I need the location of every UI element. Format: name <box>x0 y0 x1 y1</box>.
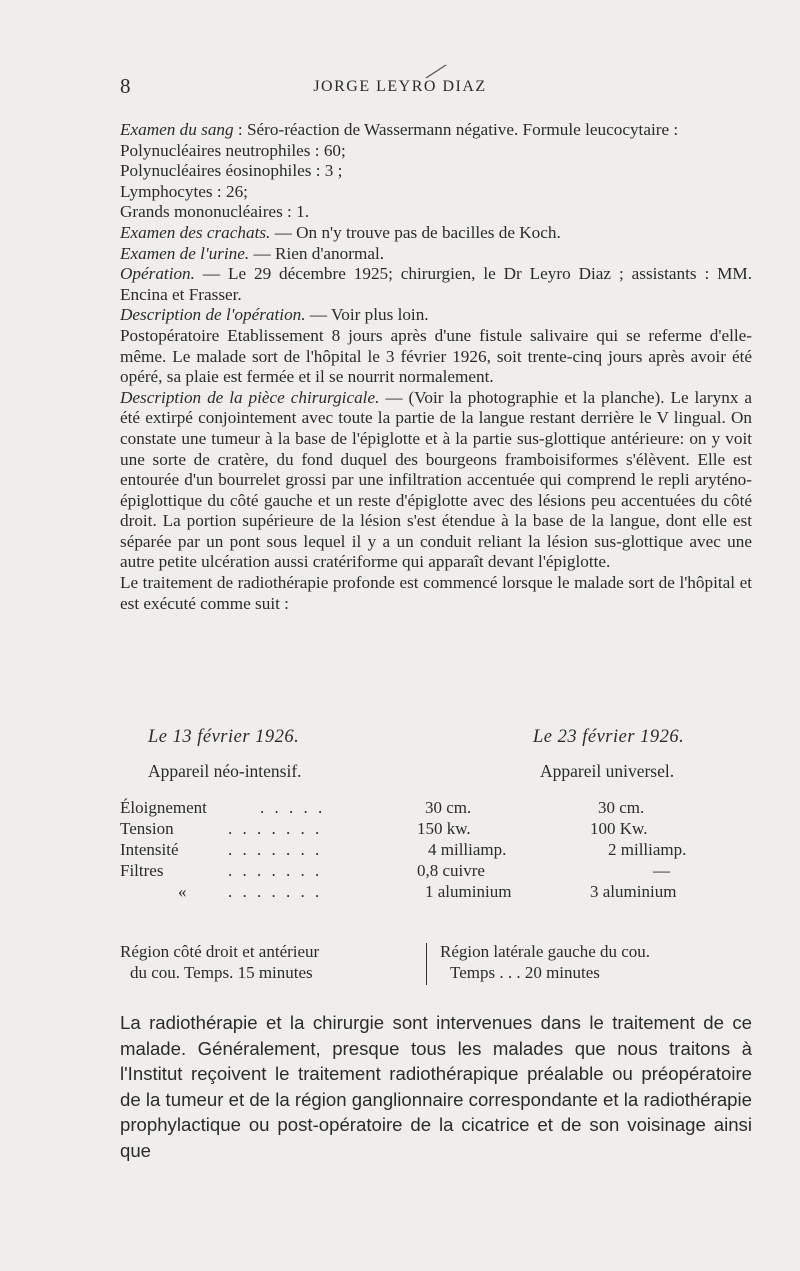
label-blood-exam: Examen du sang <box>120 120 234 139</box>
paragraph-postoperative: Postopératoire Etablissement 8 jours après d'une fistule salivaire qui se referme d'elle-même. Le malade sort de l'hôpital le 3 février 1926, soit trente-cinq jours après avoir été opéré, sa plaie est fermée et il se nourrit normalement. <box>120 325 752 387</box>
label-operation: Opération. <box>120 264 195 284</box>
formula-line-3: Lymphocytes : 26; <box>120 181 248 201</box>
treatment-region <box>120 941 760 991</box>
region-2: Région latérale gauche du cou. Temps . . . 20 minutes <box>440 942 651 982</box>
body-text <box>120 120 752 614</box>
paragraph-specimen: Description de la pièce chirurgicale. — (Voir la photographie et la planche). Le larynx a été extirpé conjointement avec toute la partie de la langue restant derrière le V lingual. On constate une tumeur à la base de l'épiglotte et à la partie sus-glottique antérieure: on y voit une sorte de cratère, du fond duquel des bourgeons framboisiformes s'élèvent. Elle est entourée d'un bourrelet grossi par une infiltration accentuée qui comprend le repli aryténo-épiglottique du côté gauche et un reste d'épiglotte avec des lésions peu accentuées du côté droit. La portion supérieure de la lésion s'est étendue à la base de la langue, dont elle est séparée par un pont sous lequel il y a un conduit reliant la lésion sus-glottique avec une autre petite ulcération aussi cratériforme qui apparaît devant l'épiglotte. <box>120 387 753 572</box>
label-sputum-exam: Examen des crachats. <box>120 222 271 242</box>
table-row: Filtres . . . . . . . 0,8 cuivre — <box>120 861 670 880</box>
formula-line-1: Polynucléaires neutrophiles : 60; <box>120 140 346 160</box>
running-head: JORGE LEYRO DIAZ <box>313 78 487 95</box>
formula-line-4: Grands mononucléaires : 1. <box>120 202 310 222</box>
paragraph-blood-exam: Examen du sang : Séro-réaction de Wassermann négative. Formule leucocytaire : <box>120 120 679 139</box>
table-row: « . . . . . . . 1 aluminium 3 aluminium <box>178 882 677 901</box>
paragraph-treatment: Le traitement de radiothérapie profonde est commencé lorsque le malade sort de l'hôpital et est exécuté comme suit : <box>120 573 752 613</box>
paragraph-sputum-exam: Examen des crachats. — On n'y trouve pas de bacilles de Koch. <box>120 222 561 242</box>
paragraph-operation: Opération. — Le 29 décembre 1925; chirurgien, le Dr Leyro Diaz ; assistants : MM. Encina et Frasser. <box>120 264 752 304</box>
region-1: Région côté droit et antérieur du cou. Temps. 15 minutes <box>120 942 320 982</box>
table-row: Éloignement . . . . . 30 cm. 30 cm. <box>120 798 645 817</box>
page-number: 8 <box>120 74 131 98</box>
closing-paragraph: La radiothérapie et la chirurgie sont intervenues dans le traitement de ce malade. Généralement, presque tous les malades que nous traitons à l'Institut reçoivent le traitement radiothérapique préalable ou préopératoire de la tumeur et de la région ganglionnaire correspondante et la radiothérapie prophylactique ou post-opératoire de la cicatrice et de son voisinage ainsi que <box>120 1012 752 1161</box>
region-divider <box>426 943 427 985</box>
table-row: Intensité . . . . . . . 4 milliamp. 2 milliamp. <box>120 840 687 859</box>
label-specimen: Description de la pièce chirurgicale. <box>120 387 380 407</box>
page-header <box>0 74 800 104</box>
paragraph-urine-exam: Examen de l'urine. — Rien d'anormal. <box>120 243 385 263</box>
device-2: Appareil universel. <box>540 761 675 781</box>
treatment-date-2: Le 23 février 1926. <box>533 727 685 747</box>
label-urine-exam: Examen de l'urine. <box>120 243 250 263</box>
device-1: Appareil néo-intensif. <box>148 761 302 781</box>
table-row: Tension . . . . . . . 150 kw. 100 Kw. <box>120 819 648 838</box>
formula-line-2: Polynucléaires éosinophiles : 3 ; <box>120 161 343 181</box>
paragraph-operation-description: Description de l'opération. — Voir plus loin. <box>120 305 429 325</box>
treatment-date-1: Le 13 février 1926. <box>148 727 300 747</box>
label-operation-description: Description de l'opération. <box>120 305 306 325</box>
